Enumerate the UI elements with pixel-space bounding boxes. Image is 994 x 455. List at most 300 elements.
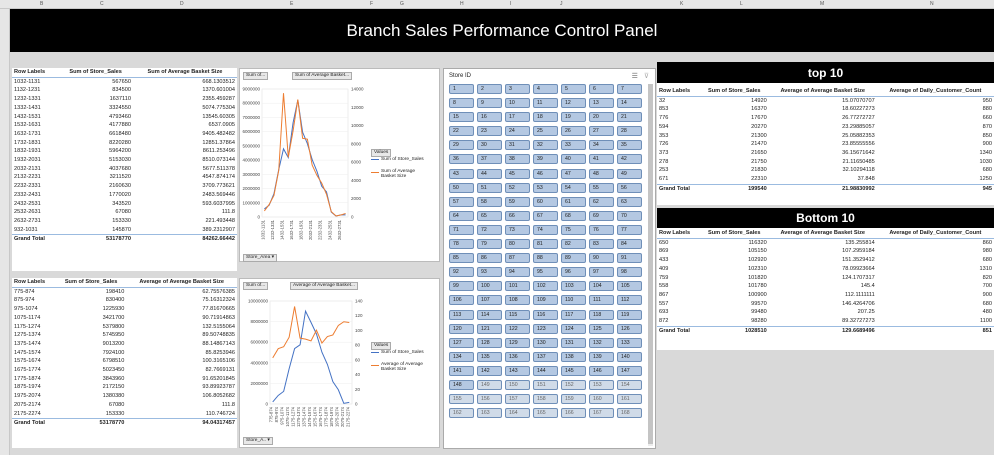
pivot-cell[interactable]: 1100 — [979, 318, 992, 325]
slicer-item-149[interactable]: 149 — [477, 380, 502, 390]
column-letter[interactable]: I — [510, 1, 512, 7]
slicer-item-159[interactable]: 159 — [561, 394, 586, 404]
pivot-cell[interactable]: 834500 — [112, 87, 131, 94]
pivot-cell[interactable]: 5379800 — [102, 323, 125, 330]
pivot-cell[interactable]: 32.10294118 — [842, 167, 875, 174]
slicer-item-106[interactable]: 106 — [449, 295, 474, 305]
pivot-cell[interactable]: 1032-1131 — [14, 78, 41, 85]
slicer-item-28[interactable]: 28 — [617, 126, 642, 136]
slicer-item-19[interactable]: 19 — [561, 112, 586, 122]
slicer-item-162[interactable]: 162 — [449, 408, 474, 418]
slicer-item-111[interactable]: 111 — [589, 295, 614, 305]
pivot-cell[interactable]: 135.255814 — [845, 239, 875, 246]
store-id-slicer[interactable] — [443, 68, 656, 449]
pivot-cell[interactable]: 107.2959184 — [842, 248, 875, 255]
pivot-cell[interactable]: 870 — [982, 123, 992, 130]
pivot-cell[interactable]: Sum of Store_Sales — [700, 229, 769, 238]
slicer-item-137[interactable]: 137 — [533, 352, 558, 362]
pivot-cell[interactable]: Row Labels — [12, 278, 56, 287]
slicer-item-13[interactable]: 13 — [589, 98, 614, 108]
pivot-cell[interactable]: 693 — [659, 309, 669, 316]
slicer-item-29[interactable]: 29 — [449, 140, 474, 150]
pivot-cell[interactable]: 12851.37864 — [202, 139, 235, 146]
pivot-cell[interactable]: 26.77272727 — [842, 115, 875, 122]
pivot-cell[interactable]: Average of Daily_Customer_Count — [877, 229, 994, 238]
pivot-cell[interactable]: 1380380 — [102, 393, 125, 400]
slicer-item-80[interactable]: 80 — [505, 239, 530, 249]
pivot-cell[interactable]: 1932-2031 — [14, 157, 41, 164]
slicer-item-8[interactable]: 8 — [449, 98, 474, 108]
slicer-item-69[interactable]: 69 — [589, 211, 614, 221]
pivot-cell[interactable]: 409 — [659, 265, 669, 272]
slicer-item-107[interactable]: 107 — [477, 295, 502, 305]
slicer-item-100[interactable]: 100 — [477, 281, 502, 291]
pivot-cell[interactable]: 820 — [982, 274, 992, 281]
slicer-item-97[interactable]: 97 — [589, 267, 614, 277]
pivot-cell[interactable]: 1875-1974 — [14, 384, 41, 391]
pivot-cell[interactable]: Sum of Store_Sales — [58, 68, 133, 77]
slicer-item-40[interactable]: 40 — [561, 154, 586, 164]
pivot-cell[interactable]: 2132-2231 — [14, 174, 41, 181]
pivot-cell[interactable]: Sum of Average Basket Size — [133, 68, 237, 77]
pivot-cell[interactable]: 3324550 — [109, 104, 131, 111]
pivot-cell[interactable]: 88.14867143 — [202, 340, 235, 347]
pivot-cell[interactable]: 2232-2331 — [14, 183, 41, 190]
slicer-item-12[interactable]: 12 — [561, 98, 586, 108]
pivot-cell[interactable]: 17670 — [751, 115, 767, 122]
slicer-item-156[interactable]: 156 — [477, 394, 502, 404]
pivot-cell[interactable]: 75.16312324 — [202, 297, 235, 304]
slicer-item-130[interactable]: 130 — [533, 338, 558, 348]
pivot-cell[interactable]: 650 — [659, 239, 669, 246]
column-letter[interactable]: F — [370, 1, 374, 7]
pivot-cell[interactable]: 8611.253496 — [202, 148, 235, 155]
pivot-cell[interactable]: 207.25 — [857, 309, 875, 316]
bottom-pivot-chart[interactable] — [239, 278, 440, 448]
slicer-item-68[interactable]: 68 — [561, 211, 586, 221]
slicer-item-89[interactable]: 89 — [561, 253, 586, 263]
pivot-cell[interactable]: 32 — [659, 97, 666, 104]
slicer-item-90[interactable]: 90 — [589, 253, 614, 263]
slicer-item-113[interactable]: 113 — [449, 310, 474, 320]
slicer-item-65[interactable]: 65 — [477, 211, 502, 221]
slicer-item-76[interactable]: 76 — [589, 225, 614, 235]
pivot-cell[interactable]: 1310 — [979, 265, 992, 272]
pivot-cell[interactable]: 8510.073144 — [202, 157, 235, 164]
slicer-item-87[interactable]: 87 — [505, 253, 530, 263]
top-chart-values-button[interactable]: Values — [371, 149, 391, 157]
slicer-item-120[interactable]: 120 — [449, 324, 474, 334]
slicer-item-57[interactable]: 57 — [449, 197, 474, 207]
pivot-cell[interactable]: 5964200 — [109, 148, 131, 155]
slicer-item-144[interactable]: 144 — [533, 366, 558, 376]
pivot-cell[interactable]: 151.3529412 — [842, 257, 875, 264]
pivot-cell[interactable]: 145870 — [112, 226, 131, 233]
slicer-item-86[interactable]: 86 — [477, 253, 502, 263]
slicer-item-99[interactable]: 99 — [449, 281, 474, 291]
pivot-cell[interactable]: Grand Total — [12, 235, 58, 244]
slicer-item-153[interactable]: 153 — [589, 380, 614, 390]
slicer-scrollbar[interactable] — [648, 84, 653, 446]
pivot-cell[interactable]: 67080 — [115, 209, 131, 216]
slicer-item-124[interactable]: 124 — [561, 324, 586, 334]
pivot-cell[interactable]: 594 — [659, 123, 669, 130]
pivot-cell[interactable]: 1375-1474 — [14, 340, 41, 347]
slicer-item-121[interactable]: 121 — [477, 324, 502, 334]
slicer-item-18[interactable]: 18 — [533, 112, 558, 122]
slicer-item-30[interactable]: 30 — [477, 140, 502, 150]
pivot-cell[interactable]: 3709.773621 — [202, 183, 235, 190]
slicer-item-150[interactable]: 150 — [505, 380, 530, 390]
slicer-item-102[interactable]: 102 — [533, 281, 558, 291]
pivot-cell[interactable]: 253 — [659, 167, 669, 174]
pivot-cell[interactable]: 105150 — [748, 248, 767, 255]
bottom-chart-field-button-sales[interactable]: Sum of... — [243, 282, 268, 290]
slicer-item-67[interactable]: 67 — [533, 211, 558, 221]
pivot-cell[interactable]: 99570 — [751, 300, 767, 307]
pivot-cell[interactable]: Row Labels — [657, 87, 700, 96]
slicer-item-116[interactable]: 116 — [533, 310, 558, 320]
column-letter[interactable]: C — [100, 1, 104, 7]
pivot-cell[interactable]: 1532-1631 — [14, 122, 41, 129]
pivot-cell[interactable]: 5023450 — [102, 367, 125, 374]
pivot-cell[interactable]: 593.6037995 — [202, 200, 235, 207]
slicer-item-122[interactable]: 122 — [505, 324, 530, 334]
pivot-cell[interactable]: 278 — [659, 158, 669, 165]
slicer-item-125[interactable]: 125 — [589, 324, 614, 334]
slicer-item-70[interactable]: 70 — [617, 211, 642, 221]
top-pivot-chart[interactable] — [239, 68, 440, 262]
slicer-item-34[interactable]: 34 — [589, 140, 614, 150]
pivot-cell[interactable]: 21.98830992 — [769, 184, 877, 193]
pivot-cell[interactable]: 77.81670665 — [202, 306, 235, 313]
slicer-item-123[interactable]: 123 — [533, 324, 558, 334]
pivot-cell[interactable]: Average of Daily_Customer_Count — [877, 87, 994, 96]
pivot-cell[interactable]: 6798510 — [102, 358, 125, 365]
pivot-cell[interactable]: 124.1707317 — [842, 274, 875, 281]
slicer-item-88[interactable]: 88 — [533, 253, 558, 263]
slicer-item-46[interactable]: 46 — [533, 169, 558, 179]
slicer-item-110[interactable]: 110 — [561, 295, 586, 305]
slicer-item-1[interactable]: 1 — [449, 84, 474, 94]
column-letter[interactable]: N — [930, 1, 934, 7]
pivot-cell[interactable]: 1232-1331 — [14, 96, 41, 103]
slicer-item-39[interactable]: 39 — [533, 154, 558, 164]
slicer-item-75[interactable]: 75 — [561, 225, 586, 235]
slicer-item-37[interactable]: 37 — [477, 154, 502, 164]
pivot-cell[interactable]: 975-1074 — [14, 306, 38, 313]
pivot-cell[interactable]: 14920 — [751, 97, 767, 104]
pivot-cell[interactable]: 102920 — [748, 257, 767, 264]
pivot-cell[interactable]: Average of Average Basket Size — [769, 87, 877, 96]
slicer-item-61[interactable]: 61 — [561, 197, 586, 207]
slicer-item-151[interactable]: 151 — [533, 380, 558, 390]
pivot-cell[interactable]: 1225930 — [102, 306, 125, 313]
slicer-item-27[interactable]: 27 — [589, 126, 614, 136]
pivot-cell[interactable]: 23.29885057 — [842, 123, 875, 130]
slicer-item-78[interactable]: 78 — [449, 239, 474, 249]
pivot-cell[interactable]: 90.71914863 — [202, 314, 235, 321]
slicer-item-25[interactable]: 25 — [533, 126, 558, 136]
pivot-cell[interactable]: 1075-1174 — [14, 314, 41, 321]
slicer-item-51[interactable]: 51 — [477, 183, 502, 193]
pivot-cell[interactable]: 8220280 — [109, 139, 131, 146]
pivot-cell[interactable]: Row Labels — [657, 229, 700, 238]
pivot-cell[interactable]: 146.4264706 — [842, 300, 875, 307]
slicer-item-49[interactable]: 49 — [617, 169, 642, 179]
slicer-item-71[interactable]: 71 — [449, 225, 474, 235]
pivot-cell[interactable]: 660 — [982, 115, 992, 122]
pivot-cell[interactable]: 99480 — [751, 309, 767, 316]
pivot-cell[interactable]: 106.8052682 — [202, 393, 235, 400]
slicer-item-22[interactable]: 22 — [449, 126, 474, 136]
pivot-cell[interactable]: 102310 — [748, 265, 767, 272]
slicer-item-44[interactable]: 44 — [477, 169, 502, 179]
pivot-cell[interactable]: 93.89923787 — [202, 384, 235, 391]
slicer-item-6[interactable]: 6 — [589, 84, 614, 94]
pivot-cell[interactable]: 89.32727273 — [842, 318, 875, 325]
slicer-item-136[interactable]: 136 — [505, 352, 530, 362]
slicer-item-41[interactable]: 41 — [589, 154, 614, 164]
slicer-item-56[interactable]: 56 — [617, 183, 642, 193]
pivot-cell[interactable]: 2075-2174 — [14, 401, 41, 408]
slicer-item-114[interactable]: 114 — [477, 310, 502, 320]
slicer-item-105[interactable]: 105 — [617, 281, 642, 291]
pivot-cell[interactable]: 5677.511378 — [202, 165, 235, 172]
pivot-cell[interactable]: 1132-1231 — [14, 87, 41, 94]
slicer-item-52[interactable]: 52 — [505, 183, 530, 193]
pivot-cell[interactable]: 2032-2131 — [14, 165, 41, 172]
pivot-cell[interactable]: 557 — [659, 300, 669, 307]
pivot-cell[interactable]: 680 — [982, 167, 992, 174]
pivot-cell[interactable]: 1028510 — [700, 326, 769, 335]
slicer-item-126[interactable]: 126 — [617, 324, 642, 334]
pivot-cell[interactable]: 111.8 — [221, 401, 235, 408]
pivot-cell[interactable]: 851 — [877, 326, 994, 335]
pivot-cell[interactable]: Average of Average Basket Size — [769, 229, 877, 238]
slicer-item-3[interactable]: 3 — [505, 84, 530, 94]
slicer-item-143[interactable]: 143 — [505, 366, 530, 376]
slicer-item-142[interactable]: 142 — [477, 366, 502, 376]
slicer-item-101[interactable]: 101 — [505, 281, 530, 291]
pivot-cell[interactable]: 2355.459287 — [202, 96, 235, 103]
pivot-cell[interactable]: 100.3165106 — [202, 358, 235, 365]
pivot-cell[interactable]: 100900 — [748, 291, 767, 298]
top-chart-field-button-sales[interactable]: Sum of... — [243, 72, 268, 80]
pivot-cell[interactable]: 850 — [982, 132, 992, 139]
pivot-cell[interactable]: 700 — [982, 283, 992, 290]
slicer-item-93[interactable]: 93 — [477, 267, 502, 277]
slicer-item-131[interactable]: 131 — [561, 338, 586, 348]
pivot-cell[interactable]: 2432-2531 — [14, 200, 41, 207]
pivot-cell[interactable]: 153330 — [105, 410, 125, 417]
pivot-cell[interactable]: 353 — [659, 132, 669, 139]
pivot-cell[interactable]: 4547.874174 — [202, 174, 235, 181]
pivot-cell[interactable]: 67080 — [108, 401, 125, 408]
slicer-item-154[interactable]: 154 — [617, 380, 642, 390]
slicer-item-53[interactable]: 53 — [533, 183, 558, 193]
slicer-item-32[interactable]: 32 — [533, 140, 558, 150]
pivot-cell[interactable]: 22310 — [751, 176, 767, 183]
slicer-item-72[interactable]: 72 — [477, 225, 502, 235]
pivot-cell[interactable]: 101780 — [748, 283, 767, 290]
column-letter[interactable]: J — [560, 1, 563, 7]
slicer-item-43[interactable]: 43 — [449, 169, 474, 179]
pivot-cell[interactable]: 101820 — [748, 274, 767, 281]
slicer-item-94[interactable]: 94 — [505, 267, 530, 277]
slicer-item-59[interactable]: 59 — [505, 197, 530, 207]
pivot-cell[interactable]: 872 — [659, 318, 669, 325]
pivot-cell[interactable]: 1575-1674 — [14, 358, 41, 365]
column-letter[interactable]: M — [820, 1, 825, 7]
pivot-cell[interactable]: Row Labels — [12, 68, 58, 77]
slicer-item-26[interactable]: 26 — [561, 126, 586, 136]
pivot-cell[interactable]: 853 — [659, 106, 669, 113]
pivot-cell[interactable]: 726 — [659, 141, 669, 148]
slicer-item-167[interactable]: 167 — [589, 408, 614, 418]
pivot-cell[interactable]: 860 — [982, 239, 992, 246]
pivot-cell[interactable]: 21470 — [751, 141, 767, 148]
slicer-item-160[interactable]: 160 — [589, 394, 614, 404]
pivot-cell[interactable]: 23.85555556 — [842, 141, 875, 148]
pivot-cell[interactable]: 21830 — [751, 167, 767, 174]
pivot-cell[interactable]: 4177880 — [109, 122, 131, 129]
pivot-cell[interactable]: 1475-1574 — [14, 349, 41, 356]
pivot-cell[interactable]: 875-974 — [14, 297, 35, 304]
pivot-cell[interactable]: 110.746724 — [205, 410, 235, 417]
pivot-cell[interactable]: 1770020 — [109, 191, 131, 198]
bottom-chart-field-button-basket[interactable]: Average of Average Basket... — [290, 282, 358, 290]
slicer-item-163[interactable]: 163 — [477, 408, 502, 418]
pivot-cell[interactable]: 111.8 — [221, 209, 235, 216]
slicer-item-35[interactable]: 35 — [617, 140, 642, 150]
pivot-cell[interactable]: 21650 — [751, 149, 767, 156]
pivot-cell[interactable]: 36.15671642 — [842, 149, 875, 156]
pivot-cell[interactable]: 21.1165048​5 — [842, 158, 875, 165]
pivot-cell[interactable]: 1675-1774 — [14, 367, 41, 374]
slicer-item-10[interactable]: 10 — [505, 98, 530, 108]
pivot-cell[interactable]: 480 — [982, 309, 992, 316]
slicer-item-98[interactable]: 98 — [617, 267, 642, 277]
pivot-cell[interactable]: 1432-1531 — [14, 113, 41, 120]
pivot-cell[interactable]: 112.1111111 — [844, 291, 875, 298]
column-letter[interactable]: E — [290, 1, 294, 7]
pivot-cell[interactable]: 91.65201845 — [202, 375, 235, 382]
pivot-cell[interactable]: 98280 — [751, 318, 767, 325]
pivot-cell[interactable]: 82.7669131 — [205, 367, 235, 374]
bottom-chart-axis-filter-button[interactable]: Store_A.. ▾ — [243, 437, 273, 445]
slicer-item-7[interactable]: 7 — [617, 84, 642, 94]
slicer-item-95[interactable]: 95 — [533, 267, 558, 277]
pivot-cell[interactable]: 153330 — [112, 217, 131, 224]
slicer-item-108[interactable]: 108 — [505, 295, 530, 305]
pivot-cell[interactable]: 78.09923664 — [842, 265, 875, 272]
pivot-cell[interactable]: 94.04317457 — [126, 419, 237, 428]
slicer-item-84[interactable]: 84 — [617, 239, 642, 249]
pivot-cell[interactable]: 2483.569446 — [202, 191, 235, 198]
pivot-cell[interactable]: 680 — [982, 257, 992, 264]
pivot-cell[interactable]: 950 — [982, 97, 992, 104]
pivot-cell[interactable]: 1332-1431 — [14, 104, 41, 111]
slicer-item-14[interactable]: 14 — [617, 98, 642, 108]
pivot-cell[interactable]: 53178770 — [56, 419, 127, 428]
slicer-item-91[interactable]: 91 — [617, 253, 642, 263]
slicer-item-33[interactable]: 33 — [561, 140, 586, 150]
slicer-item-48[interactable]: 48 — [589, 169, 614, 179]
slicer-item-66[interactable]: 66 — [505, 211, 530, 221]
pivot-cell[interactable]: 900 — [982, 291, 992, 298]
slicer-item-83[interactable]: 83 — [589, 239, 614, 249]
slicer-item-79[interactable]: 79 — [477, 239, 502, 249]
pivot-cell[interactable]: 21300 — [751, 132, 767, 139]
slicer-item-133[interactable]: 133 — [617, 338, 642, 348]
slicer-item-64[interactable]: 64 — [449, 211, 474, 221]
pivot-cell[interactable]: 880 — [982, 106, 992, 113]
pivot-cell[interactable]: 116320 — [748, 239, 767, 246]
pivot-cell[interactable]: 6618480 — [109, 130, 131, 137]
pivot-cell[interactable]: 18.60227273 — [842, 106, 875, 113]
slicer-item-127[interactable]: 127 — [449, 338, 474, 348]
column-letter[interactable]: D — [180, 1, 184, 7]
pivot-cell[interactable]: 4037680 — [109, 165, 131, 172]
slicer-item-129[interactable]: 129 — [505, 338, 530, 348]
slicer-item-128[interactable]: 128 — [477, 338, 502, 348]
slicer-item-55[interactable]: 55 — [589, 183, 614, 193]
slicer-item-54[interactable]: 54 — [561, 183, 586, 193]
pivot-cell[interactable]: 389.2312907 — [202, 226, 235, 233]
slicer-item-164[interactable]: 164 — [505, 408, 530, 418]
slicer-item-24[interactable]: 24 — [505, 126, 530, 136]
slicer-item-36[interactable]: 36 — [449, 154, 474, 164]
pivot-cell[interactable]: 1175-1274 — [14, 323, 41, 330]
pivot-cell[interactable]: 1340 — [979, 149, 992, 156]
top-chart-field-button-basket[interactable]: Sum of Average Basket... — [292, 72, 352, 80]
pivot-cell[interactable]: 5745950 — [102, 332, 125, 339]
pivot-cell[interactable]: 37.848 — [857, 176, 875, 183]
pivot-cell[interactable]: 1832-1931 — [14, 148, 41, 155]
slicer-item-138[interactable]: 138 — [561, 352, 586, 362]
slicer-item-158[interactable]: 158 — [533, 394, 558, 404]
pivot-cell[interactable]: 1275-1374 — [14, 332, 41, 339]
pivot-cell[interactable]: 53178770 — [58, 235, 133, 244]
pivot-cell[interactable]: 433 — [659, 257, 669, 264]
pivot-cell[interactable]: 2172150 — [102, 384, 125, 391]
slicer-item-140[interactable]: 140 — [617, 352, 642, 362]
slicer-item-146[interactable]: 146 — [589, 366, 614, 376]
pivot-cell[interactable]: 62.75576385 — [202, 288, 235, 295]
slicer-item-81[interactable]: 81 — [533, 239, 558, 249]
pivot-cell[interactable]: 3211520 — [109, 174, 131, 181]
slicer-item-23[interactable]: 23 — [477, 126, 502, 136]
pivot-cell[interactable]: 13545.60305 — [202, 113, 235, 120]
slicer-item-119[interactable]: 119 — [617, 310, 642, 320]
slicer-item-58[interactable]: 58 — [477, 197, 502, 207]
pivot-cell[interactable]: 680 — [982, 300, 992, 307]
pivot-cell[interactable]: 1370.601004 — [202, 87, 235, 94]
slicer-item-5[interactable]: 5 — [561, 84, 586, 94]
slicer-item-60[interactable]: 60 — [533, 197, 558, 207]
pivot-cell[interactable]: 1637110 — [109, 96, 131, 103]
pivot-cell[interactable]: Grand Total — [657, 184, 700, 193]
slicer-item-38[interactable]: 38 — [505, 154, 530, 164]
slicer-item-9[interactable]: 9 — [477, 98, 502, 108]
slicer-item-42[interactable]: 42 — [617, 154, 642, 164]
pivot-cell[interactable]: 2632-2731 — [14, 217, 41, 224]
pivot-cell[interactable]: 373 — [659, 149, 669, 156]
pivot-cell[interactable]: 7924100 — [102, 349, 125, 356]
slicer-item-117[interactable]: 117 — [561, 310, 586, 320]
slicer-item-103[interactable]: 103 — [561, 281, 586, 291]
